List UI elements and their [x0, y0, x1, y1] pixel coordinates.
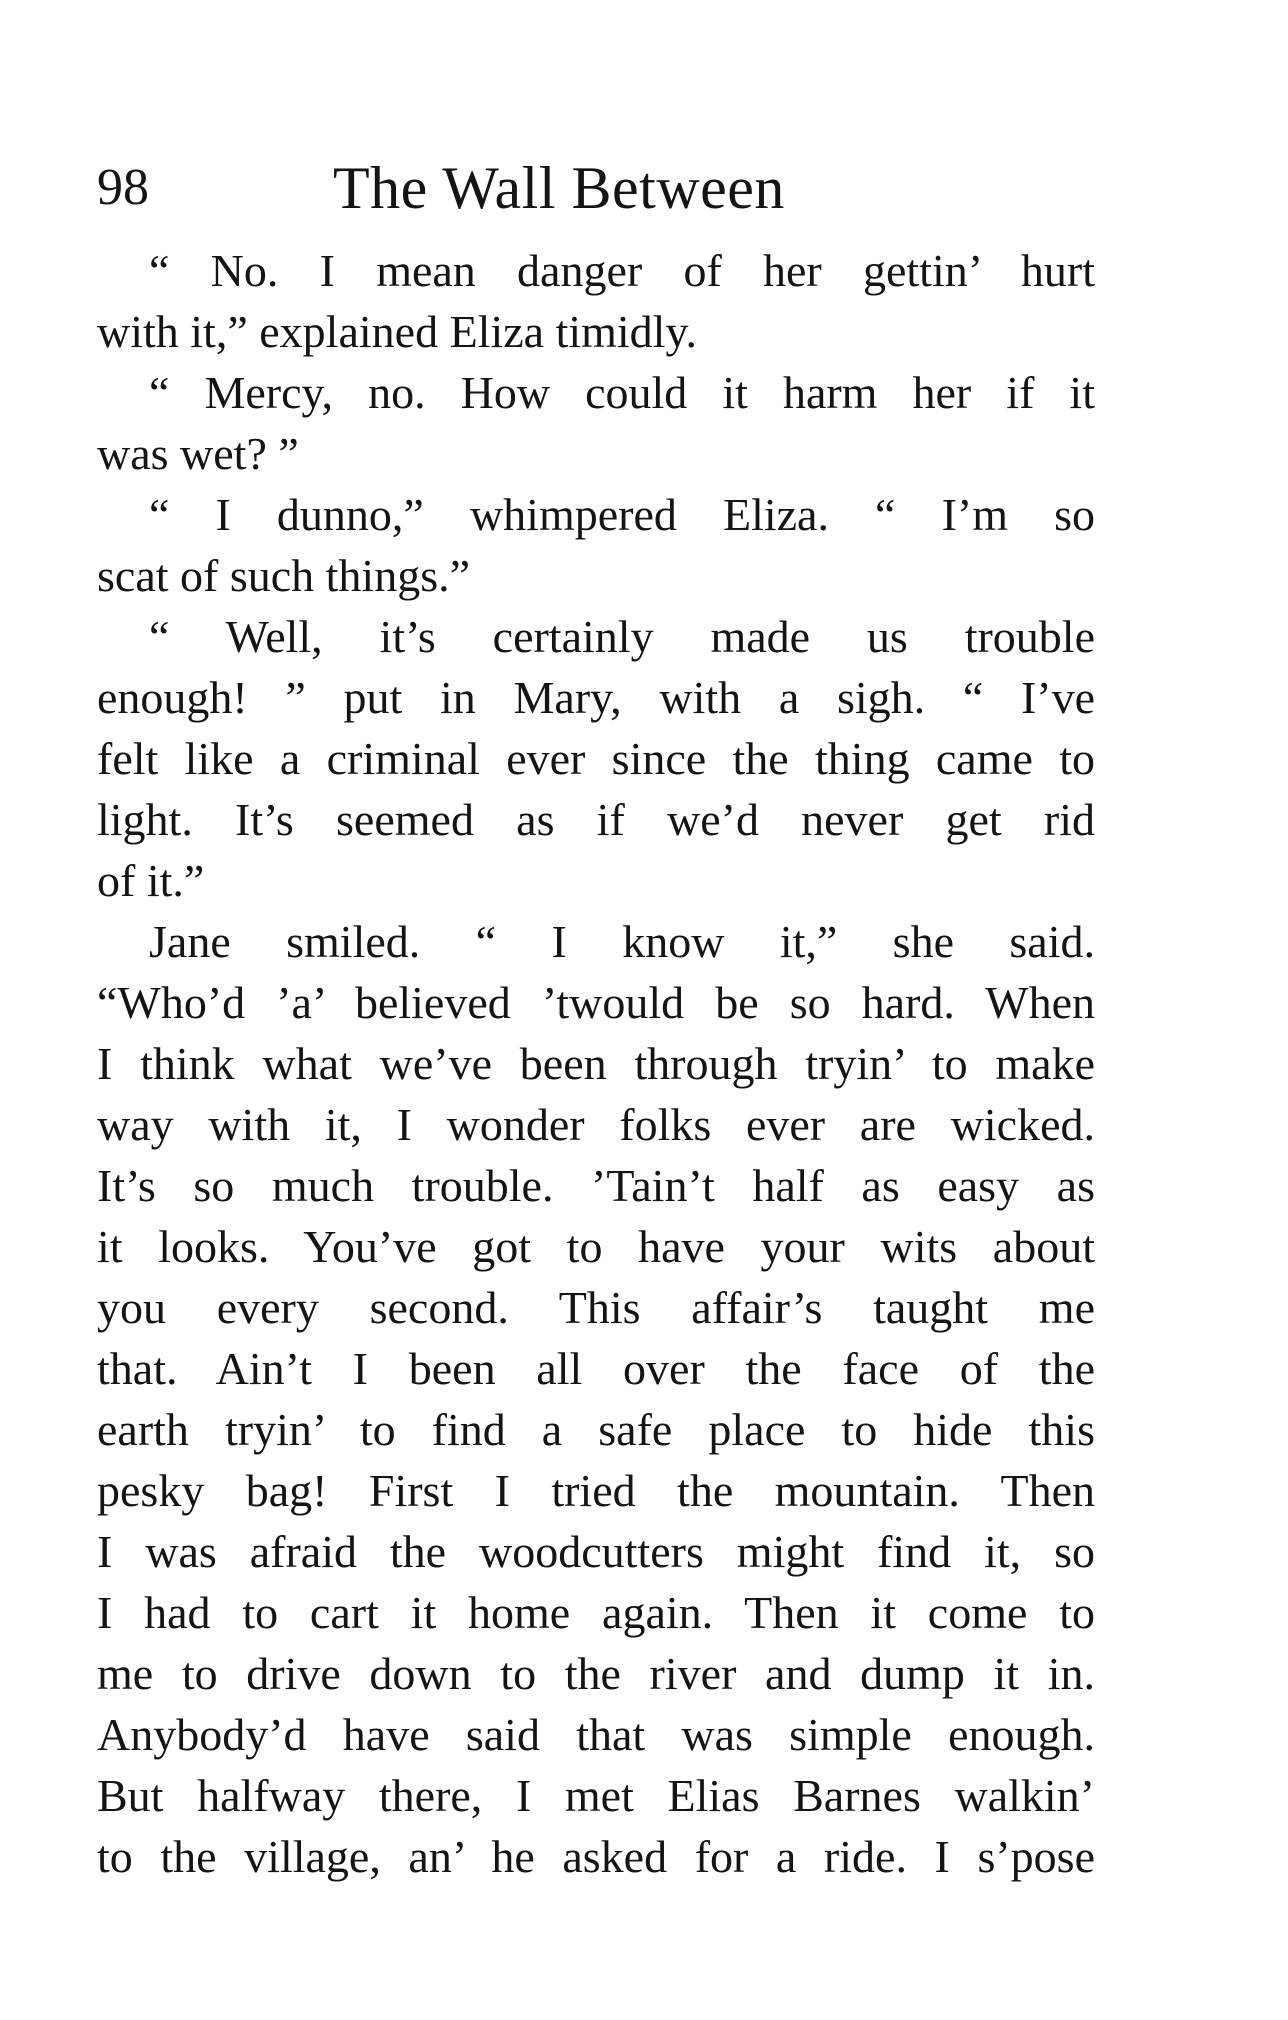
- text-line: Jane smiled. “ I know it,” she said.: [149, 916, 1095, 967]
- text-line: “ I dunno,” whimpered Eliza. “ I’m so: [149, 489, 1095, 540]
- running-title: The Wall Between: [333, 155, 785, 221]
- text-line: with it,” explained Eliza timidly.: [97, 306, 697, 357]
- text-line: was wet? ”: [97, 428, 299, 479]
- text-line: Anybody’d have said that was simple enough.: [97, 1709, 1095, 1760]
- text-line: “Who’d ’a’ believed ’twould be so hard. When: [97, 977, 1095, 1028]
- text-line: “ Mercy, no. How could it harm her if it: [149, 367, 1095, 418]
- text-line: felt like a criminal ever since the thing came to: [97, 733, 1095, 784]
- text-line: pesky bag! First I tried the mountain. Then: [97, 1465, 1095, 1516]
- text-line: light. It’s seemed as if we’d never get rid: [97, 794, 1095, 845]
- body-text: [97, 240, 1095, 1887]
- text-line: it looks. You’ve got to have your wits about: [97, 1221, 1095, 1272]
- text-line: you every second. This affair’s taught me: [97, 1282, 1095, 1333]
- text-line: But halfway there, I met Elias Barnes walkin’: [97, 1770, 1095, 1821]
- text-line: “ No. I mean danger of her gettin’ hurt: [149, 245, 1095, 296]
- text-line: me to drive down to the river and dump it in.: [97, 1648, 1095, 1699]
- text-line: “ Well, it’s certainly made us trouble: [149, 611, 1095, 662]
- text-line: earth tryin’ to find a safe place to hide this: [97, 1404, 1095, 1455]
- running-head: [97, 148, 1097, 228]
- text-line: I had to cart it home again. Then it come to: [97, 1587, 1095, 1638]
- text-line: of it.”: [97, 855, 205, 906]
- page-number: 98: [97, 159, 149, 216]
- text-line: that. Ain’t I been all over the face of the: [97, 1343, 1095, 1394]
- text-line: It’s so much trouble. ’Tain’t half as easy as: [97, 1160, 1095, 1211]
- text-line: I was afraid the woodcutters might find it, so: [97, 1526, 1095, 1577]
- text-line: scat of such things.”: [97, 550, 471, 601]
- text-line: I think what we’ve been through tryin’ to make: [97, 1038, 1095, 1089]
- text-line: to the village, an’ he asked for a ride. I s’pose: [97, 1831, 1095, 1882]
- text-line: enough! ” put in Mary, with a sigh. “ I’ve: [97, 672, 1095, 723]
- text-line: way with it, I wonder folks ever are wicked.: [97, 1099, 1095, 1150]
